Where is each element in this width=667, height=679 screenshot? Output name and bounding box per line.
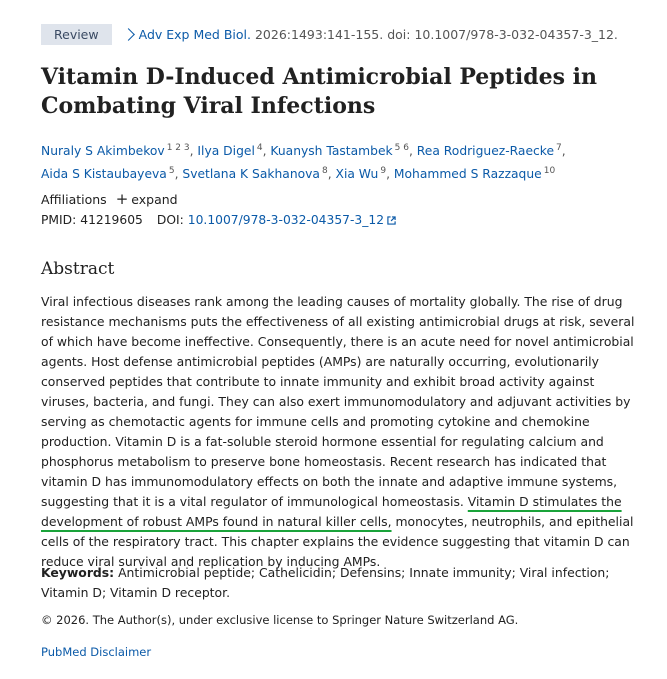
author-link[interactable]: Aida S Kistaubayeva xyxy=(41,167,167,181)
identifiers-line xyxy=(41,213,396,227)
author-affiliation-refs[interactable]: 9 xyxy=(380,166,387,176)
author-item: Rea Rodriguez-Raecke $^7$, xyxy=(416,143,566,158)
author-affiliation-refs[interactable]: 7 xyxy=(556,143,562,153)
journal-link[interactable]: Adv Exp Med Biol. xyxy=(138,26,251,42)
author-link[interactable]: Xia Wu xyxy=(335,167,379,181)
doi-link[interactable]: 10.1007/978-3-032-04357-3_12 xyxy=(187,213,385,227)
copyright-notice: © 2026. The Author(s), under exclusive license to Springer Nature Switzerland AG. xyxy=(41,613,519,627)
author-item: Xia Wu $^9$, xyxy=(335,166,394,181)
abstract-heading: Abstract xyxy=(41,259,115,279)
plus-icon[interactable]: + xyxy=(115,190,129,208)
affiliations-label: Affiliations xyxy=(41,191,107,207)
citation-text: 2026:1493:141-155. doi: 10.1007/978-3-032-04357-3_12. xyxy=(254,26,618,42)
author-affiliation-refs[interactable]: 8 xyxy=(321,166,328,176)
author-item: Aida S Kistaubayeva $^5$, xyxy=(41,166,183,181)
author-link[interactable]: Kuanysh Tastambek xyxy=(270,144,393,158)
abstract-text xyxy=(41,292,641,572)
expand-link[interactable]: expand xyxy=(131,191,178,207)
publication-type-badge: Review xyxy=(41,24,112,45)
author-affiliation-refs[interactable]: 5 6 xyxy=(394,143,409,153)
author-affiliation-refs[interactable]: 4 xyxy=(256,143,263,153)
pubmed-disclaimer-link[interactable]: PubMed Disclaimer xyxy=(41,645,152,659)
affiliations-toggle[interactable] xyxy=(41,190,178,208)
keywords-label: Keywords: xyxy=(41,565,115,580)
author-item: Svetlana K Sakhanova $^8$, xyxy=(182,166,336,181)
author-link[interactable]: Svetlana K Sakhanova xyxy=(182,167,320,181)
keywords-list: Antimicrobial peptide; Cathelicidin; Defensins; Innate immunity; Viral infection; Vitamin D; Vitamin D receptor. xyxy=(41,565,610,600)
abstract-text-before: Viral infectious diseases rank among the leading causes of mortality globally. The rise of drug resistance mechanisms puts the effectiveness of all existing antimicrobial drugs at risk, several of which have become ineffective. Consequently, there is an acute need for novel antimicrobial agents. Host defense antimicrobial peptides (AMPs) are naturally occurring, evolutionarily conserved peptides that contribute to innate immunity and exhibit broad activity against viruses, bacteria, and fungi. They can also exert immunomodulatory and adjuvant activities by serving as chemotactic agents for immune cells and promoting cytokine and chemokine production. Vitamin D is a fat-soluble steroid hormone essential for regulating calcium and phosphorus metabolism to preserve bone homeostasis. Recent research has indicated that vitamin D has immunomodulatory effects on both the innate and adaptive immune systems, suggesting that it is a vital regulator of immunological homeostasis. xyxy=(41,294,635,509)
author-affiliation-refs[interactable]: 5 xyxy=(168,166,175,176)
author-link[interactable]: Mohammed S Razzaque xyxy=(393,167,542,181)
pmid-label: PMID: xyxy=(41,213,77,227)
pmid-value: 41219605 xyxy=(80,213,143,227)
citation-line xyxy=(41,23,618,45)
author-item: Ilya Digel $^4$, xyxy=(197,143,271,158)
abstract-text-after: monocytes, neutrophils, and epithelial cells of the respiratory tract. This chapter explains the evidence suggesting that vitamin D can reduce viral survival and replication by inducing AMPs. xyxy=(41,514,634,569)
chevron-right-icon[interactable] xyxy=(122,28,135,41)
author-item: Kuanysh Tastambek $^{5 6}$, xyxy=(270,143,417,158)
author-list xyxy=(41,138,641,184)
author-affiliation-refs[interactable]: 1 2 3 xyxy=(166,143,190,153)
external-link-icon[interactable] xyxy=(387,216,396,225)
author-link[interactable]: Rea Rodriguez-Raecke xyxy=(416,144,555,158)
author-link[interactable]: Nuraly S Akimbekov xyxy=(41,144,165,158)
author-item xyxy=(394,167,555,181)
keywords xyxy=(41,563,641,603)
author-link[interactable]: Ilya Digel xyxy=(197,144,255,158)
author-item: Nuraly S Akimbekov $^{1 2 3}$, xyxy=(41,143,198,158)
author-affiliation-refs[interactable]: 10 xyxy=(543,166,556,176)
abstract-highlighted-sentence: Vitamin D stimulates the development of robust AMPs found in natural killer cells, xyxy=(41,494,622,529)
doi-label: DOI: xyxy=(156,213,184,227)
article-title: Vitamin D-Induced Antimicrobial Peptides in Combating Viral Infections xyxy=(41,64,597,119)
